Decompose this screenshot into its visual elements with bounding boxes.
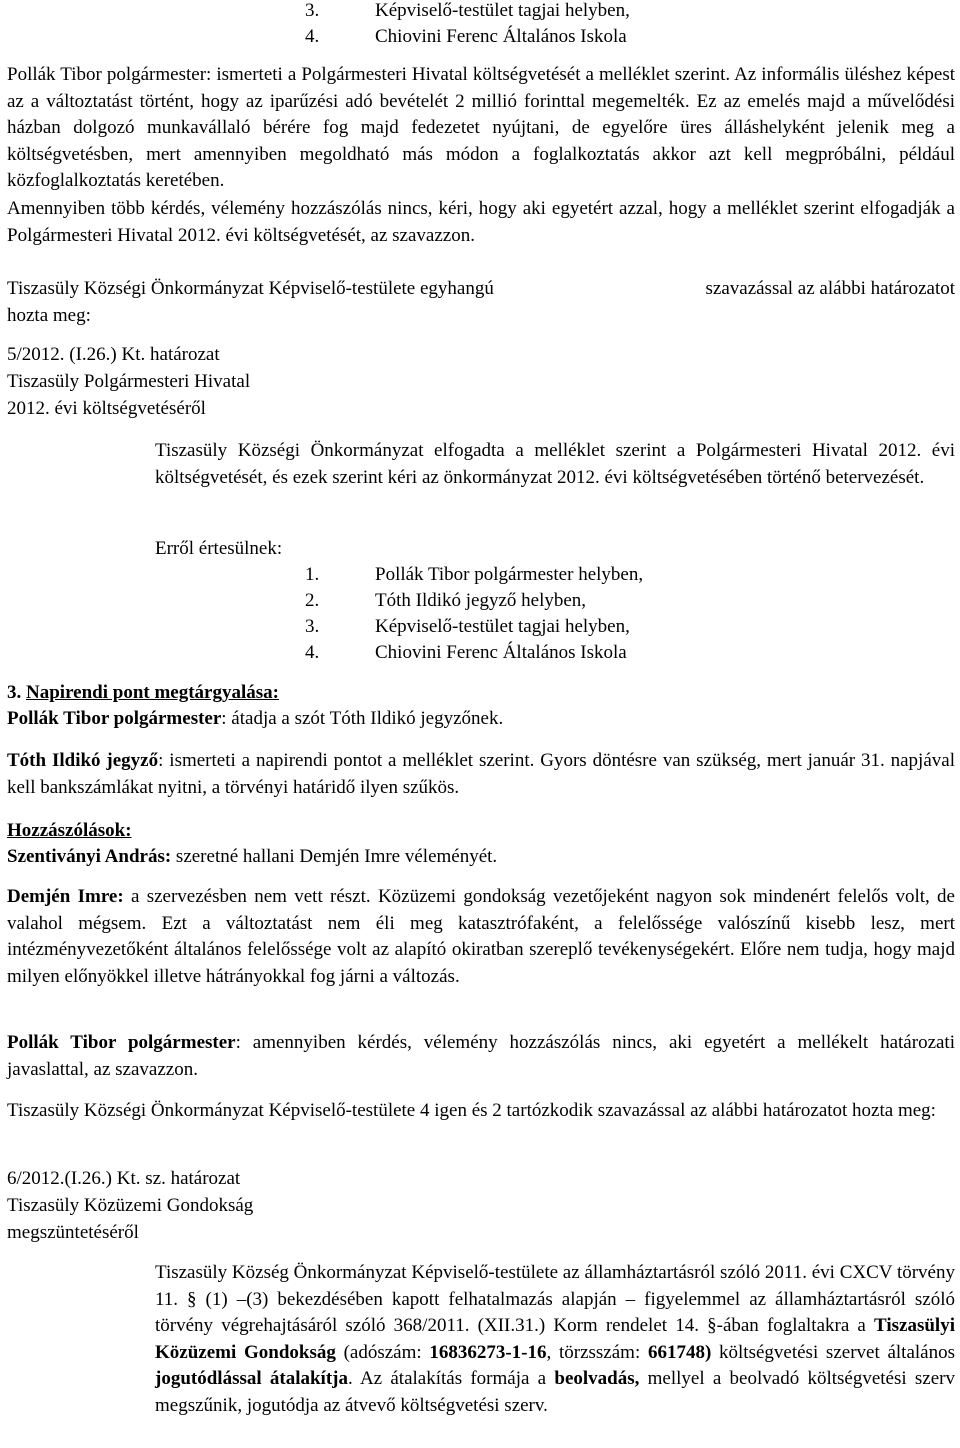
vote-statement-2: Tiszasüly Községi Önkormányzat Képviselő-testülete 4 igen és 2 tartózkodik szavazással az alábbi határozatot hozta meg: xyxy=(7,1100,936,1121)
resolution-2-body: Tiszasüly Község Önkormányzat Képviselő-testülete az államháztartásról szóló 2011. évi CXCV törvény 11. § (1) –(3) bekezdésében kapott felhatalmazás alapján – figyelemmel az államháztartásról szóló törvény végrehajtásáról szóló 368/2011. (XII.31.) Korm rendelet 14. §-ában foglaltakra a Tiszasülyi Közüzemi Gondokság (adószám: 16836273-1-16, törzsszám: 661748) költségvetési szervet általános jogutódlással átalakítja. Az átalakítás formája a beolvadás, mellyel a beolvadó költségvetési szerv megszűnik, jogutódja az átvevő költségvetési szerv. xyxy=(155,1262,955,1416)
paragraph-vote-request: Amennyiben több kérdés, vélemény hozzászólás nincs, kéri, hogy aki egyetért azzal, hogy a melléklet szerint elfogadják a Polgármesteri Hivatal 2012. évi költségvetését, az szavazzon. xyxy=(7,198,955,246)
agenda-3-heading: 3. Napirendi pont megtárgyalása: xyxy=(7,682,279,703)
resolution-1-title: 2012. évi költségvetéséről xyxy=(7,398,206,419)
list-item: 2. Tóth Ildikó jegyző helyben, xyxy=(305,590,587,611)
list-item: 4. Chiovini Ferenc Általános Iskola xyxy=(305,26,627,47)
list-item: 1. Pollák Tibor polgármester helyben, xyxy=(305,564,644,585)
pollak-handover: Pollák Tibor polgármester: átadja a szót Tóth Ildikó jegyzőnek. xyxy=(7,708,504,729)
list-item: 3. Képviselő-testület tagjai helyben, xyxy=(305,0,630,21)
resolution-2-title: megszüntetéséről xyxy=(7,1222,139,1243)
list-item: 4. Chiovini Ferenc Általános Iskola xyxy=(305,642,627,663)
resolution-1-number: 5/2012. (I.26.) Kt. határozat xyxy=(7,344,220,365)
notify-label: Erről értesülnek: xyxy=(155,538,283,559)
paragraph-budget-explanation: Pollák Tibor polgármester: ismerteti a Polgármesteri Hivatal költségvetését a melléklet szerint. Az informális üléshez képest az a változtatást történt, hogy az iparűzési adó bevételét 2 millió forinttal megemelték. Ez az emelés majd a művelődési házban dolgozó munkavállaló bérére fog majd fedezetet nyújtani, de egyelőre üres álláshelyként jelenik meg a költségvetésben, mert amennyiben megoldható más módon a foglalkoztatás akkor azt kell megpróbálni, például közfoglalkoztatás keretében. xyxy=(7,64,955,192)
resolution-2-subject: Tiszasüly Közüzemi Gondokság xyxy=(7,1195,254,1216)
vote-statement-1: Tiszasüly Községi Önkormányzat Képviselő-testülete egyhangú szavazással az alábbi határozatot hozta meg: xyxy=(7,278,955,326)
list-item: 3. Képviselő-testület tagjai helyben, xyxy=(305,616,630,637)
paragraph-pollak-vote: Pollák Tibor polgármester: amennyiben kérdés, vélemény hozzászólás nincs, aki egyetért a mellékelt határozati javaslattal, az szavazzon. xyxy=(7,1032,955,1080)
szentivanyi-comment: Szentiványi András: szeretné hallani Demjén Imre véleményét. xyxy=(7,846,498,867)
paragraph-toth: Tóth Ildikó jegyző: ismerteti a napirendi pontot a melléklet szerint. Gyors döntésre van szükség, mert január 31. napjával kell bankszámlákat nyitni, a törvényi határidő ilyen szűkös. xyxy=(7,750,955,798)
resolution-1-subject: Tiszasüly Polgármesteri Hivatal xyxy=(7,371,251,392)
paragraph-demjen: Demjén Imre: a szervezésben nem vett részt. Közüzemi gondokság vezetőjeként nagyon sok mindenért felelős volt, de valahol mégsem. Ezt a változtatást nem éli meg katasztrófaként, a felelőssége valószínű kisebb lesz, mert intézményvezetőként általános felelőssége volt az alapító okiratban szereplő tevékenységekért. Előre nem tudja, hogy majd milyen előnyökkel illetve hátrányokkal fog járni a változás. xyxy=(7,886,955,987)
resolution-2-number: 6/2012.(I.26.) Kt. sz. határozat xyxy=(7,1168,241,1189)
resolution-1-body: Tiszasüly Községi Önkormányzat elfogadta a melléklet szerint a Polgármesteri Hivatal 2012. évi költségvetését, és ezek szerint kéri az önkormányzat 2012. évi költségvetésében történő betervezését. xyxy=(155,440,955,488)
comments-heading: Hozzászólások: xyxy=(7,820,132,841)
